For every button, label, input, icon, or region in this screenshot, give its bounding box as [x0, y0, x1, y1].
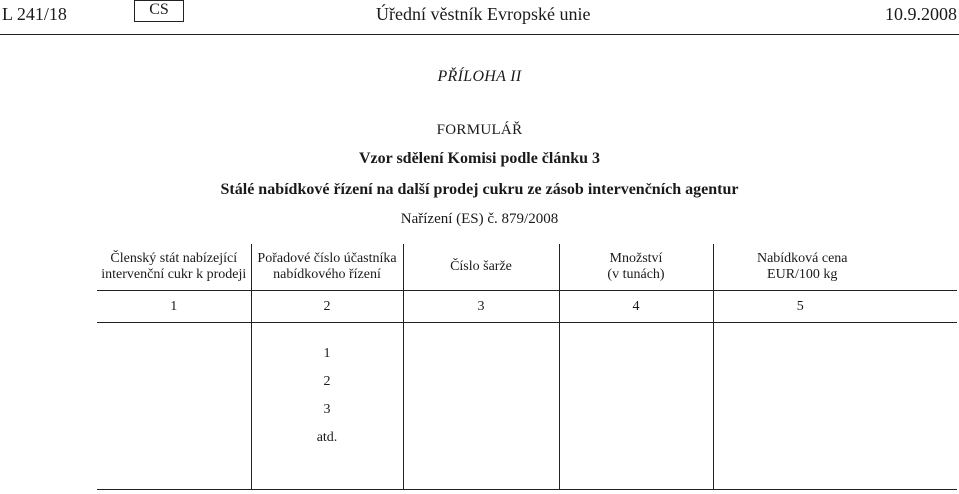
form-label: FORMULÁŘ — [436, 122, 523, 138]
header-tender-price: Nabídková cena EUR/100 kg — [713, 244, 957, 291]
page-header — [0, 0, 959, 35]
column-number: 1 — [97, 291, 251, 323]
header-quantity: Množství (v tunách) — [559, 244, 713, 291]
table-cell — [713, 323, 957, 490]
column-number: 2 — [251, 291, 403, 323]
publication-date: 10.9.2008 — [885, 4, 957, 24]
column-number: 3 — [403, 291, 559, 323]
notification-table — [97, 244, 957, 490]
table-cell — [97, 323, 251, 490]
document-subtitle: Stálé nabídkové řízení na další prodej cukru ze zásob intervenčních agentur — [220, 181, 739, 198]
list-item: 1 — [323, 346, 331, 361]
annex-title: PŘÍLOHA II — [437, 68, 522, 85]
language-badge: CS — [134, 0, 184, 22]
document-title: Vzor sdělení Komisi podle článku 3 — [358, 150, 601, 167]
header-lot-number: Číslo šarže — [403, 244, 559, 291]
journal-title: Úřední věstník Evropské unie — [376, 4, 591, 24]
regulation-reference: Nařízení (ES) č. 879/2008 — [400, 211, 559, 227]
list-item: atd. — [316, 430, 338, 445]
column-number: 4 — [559, 291, 713, 323]
tenderer-number-list — [251, 323, 403, 490]
list-item: 3 — [323, 402, 331, 417]
page-code: L 241/18 — [2, 4, 67, 24]
table-cell — [559, 323, 713, 490]
list-item: 2 — [323, 374, 331, 389]
column-number-row — [97, 291, 957, 323]
header-tenderer-number: Pořadové číslo účastníka nabídkového řízení — [251, 244, 403, 291]
table-cell — [403, 323, 559, 490]
column-number: 5 — [713, 291, 957, 323]
table-header-row — [97, 244, 957, 291]
table-body-row — [97, 323, 957, 490]
header-member-state: Členský stát nabízející intervenční cukr k prodeji — [97, 244, 251, 291]
